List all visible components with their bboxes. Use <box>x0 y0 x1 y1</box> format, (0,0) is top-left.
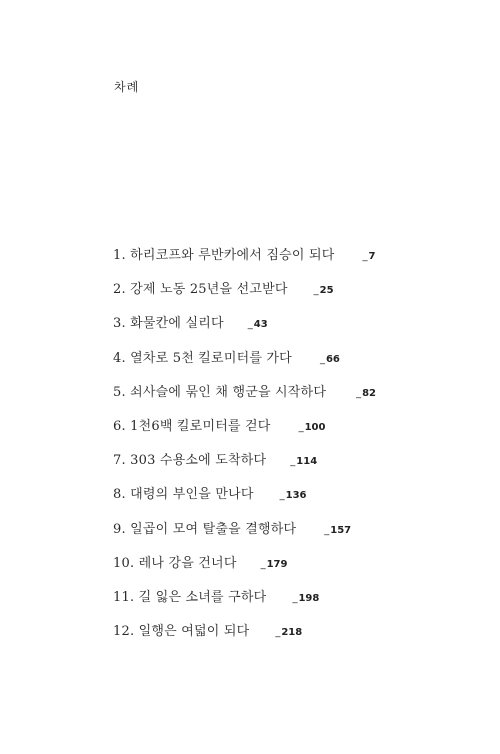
toc-entry <box>113 518 376 552</box>
toc-entry-title: 7. 303 수용소에 도착하다 <box>113 453 267 469</box>
toc-entry-title: 12. 일행은 여덟이 되다 <box>113 624 250 640</box>
table-of-contents <box>113 244 376 654</box>
toc-entry-page: _ 136 <box>280 490 307 501</box>
toc-entry <box>113 415 376 449</box>
toc-entry-page: _ 218 <box>275 627 302 638</box>
toc-entry <box>113 586 376 620</box>
toc-entry-page: _ 100 <box>299 422 326 433</box>
toc-entry-title: 6. 1천6백 킬로미터를 걷다 <box>113 418 271 434</box>
toc-heading: 차례 <box>114 80 140 94</box>
toc-entry-page: _ 25 <box>314 285 334 296</box>
toc-entry-page: _ 157 <box>324 525 351 536</box>
toc-entry <box>113 244 376 278</box>
toc-entry <box>113 552 376 586</box>
toc-entry-page: _ 179 <box>261 559 288 570</box>
toc-entry-page: _ 82 <box>356 388 376 399</box>
toc-entry <box>113 312 376 346</box>
toc-entry <box>113 278 376 312</box>
toc-entry <box>113 449 376 483</box>
toc-entry-title: 3. 화물칸에 실리다 <box>113 316 224 332</box>
toc-entry <box>113 483 376 517</box>
toc-entry-page: _ 66 <box>320 354 340 365</box>
toc-entry <box>113 347 376 381</box>
toc-entry-title: 1. 하리코프와 루반카에서 짐승이 되다 <box>113 248 335 263</box>
toc-entry-title: 10. 레나 강을 건너다 <box>113 555 237 571</box>
toc-entry-title: 9. 일곱이 모여 탈출을 결행하다 <box>113 521 297 537</box>
toc-entry-title: 4. 열차로 5천 킬로미터를 가다 <box>113 350 292 366</box>
toc-entry <box>113 620 376 654</box>
toc-entry-page: _ 114 <box>290 456 317 467</box>
toc-entry-page: _ 198 <box>292 593 319 604</box>
toc-entry-title: 8. 대령의 부인을 만나다 <box>113 487 254 503</box>
toc-entry <box>113 381 376 415</box>
toc-entry-page: _ 7 <box>363 251 376 262</box>
toc-entry-title: 11. 길 잃은 소녀를 구하다 <box>113 589 267 605</box>
toc-entry-page: _ 43 <box>248 319 268 330</box>
toc-entry-title: 2. 강제 노동 25년을 선고받다 <box>113 282 288 298</box>
toc-entry-title: 5. 쇠사슬에 묶인 채 행군을 시작하다 <box>113 384 327 400</box>
